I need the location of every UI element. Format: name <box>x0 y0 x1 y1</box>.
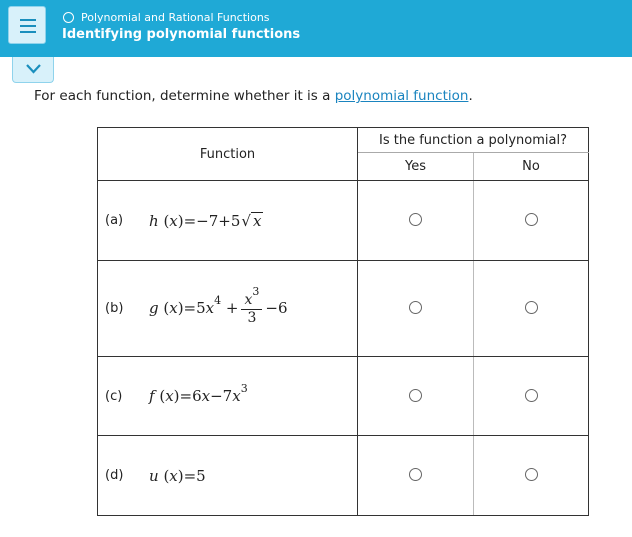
no-cell <box>474 357 589 436</box>
yes-cell <box>358 436 474 516</box>
answer-table <box>97 127 589 516</box>
yes-radio[interactable] <box>409 301 422 314</box>
function-column-header: Function <box>98 128 358 181</box>
table-row <box>98 261 589 357</box>
function-expression: u ( x )=5 <box>149 466 206 485</box>
no-radio[interactable] <box>525 468 538 481</box>
function-cell <box>98 181 358 261</box>
topic-line <box>63 9 270 25</box>
row-label: (d) <box>105 468 124 483</box>
function-expression: h ( x )=−7+5 √ x <box>149 211 262 230</box>
no-radio[interactable] <box>525 213 538 226</box>
yes-cell <box>358 357 474 436</box>
table-row <box>98 181 589 261</box>
row-label: (a) <box>105 213 124 228</box>
function-cell <box>98 357 358 436</box>
yes-cell <box>358 181 474 261</box>
no-cell <box>474 181 589 261</box>
circle-icon <box>63 12 74 23</box>
top-bar <box>0 0 632 57</box>
yes-radio[interactable] <box>409 468 422 481</box>
function-cell <box>98 436 358 516</box>
page-title: Identifying polynomial functions <box>62 27 301 42</box>
function-expression: g ( x )=5 x 4 + x 3 3 −6 <box>149 284 288 326</box>
menu-button[interactable] <box>8 6 46 44</box>
no-radio[interactable] <box>525 301 538 314</box>
yes-cell <box>358 261 474 357</box>
function-cell <box>98 261 358 357</box>
collapse-toggle[interactable] <box>12 57 54 83</box>
table-row <box>98 357 589 436</box>
row-label: (c) <box>105 388 123 404</box>
instruction-text: For each function, determine whether it is a polynomial function. <box>34 88 473 104</box>
chevron-down-icon <box>26 64 41 74</box>
function-expression: f ( x )=6 x −7 x 3 <box>149 381 248 405</box>
yes-column-header: Yes <box>358 153 474 181</box>
no-radio[interactable] <box>525 389 538 402</box>
no-cell <box>474 261 589 357</box>
no-column-header: No <box>474 153 589 181</box>
table-row <box>98 436 589 516</box>
question-header: Is the function a polynomial? <box>358 128 589 153</box>
row-label: (b) <box>105 300 124 316</box>
yes-radio[interactable] <box>409 389 422 402</box>
no-cell <box>474 436 589 516</box>
polynomial-function-link[interactable]: polynomial function <box>334 88 469 104</box>
yes-radio[interactable] <box>409 213 422 226</box>
topic-label: Polynomial and Rational Functions <box>81 10 270 24</box>
